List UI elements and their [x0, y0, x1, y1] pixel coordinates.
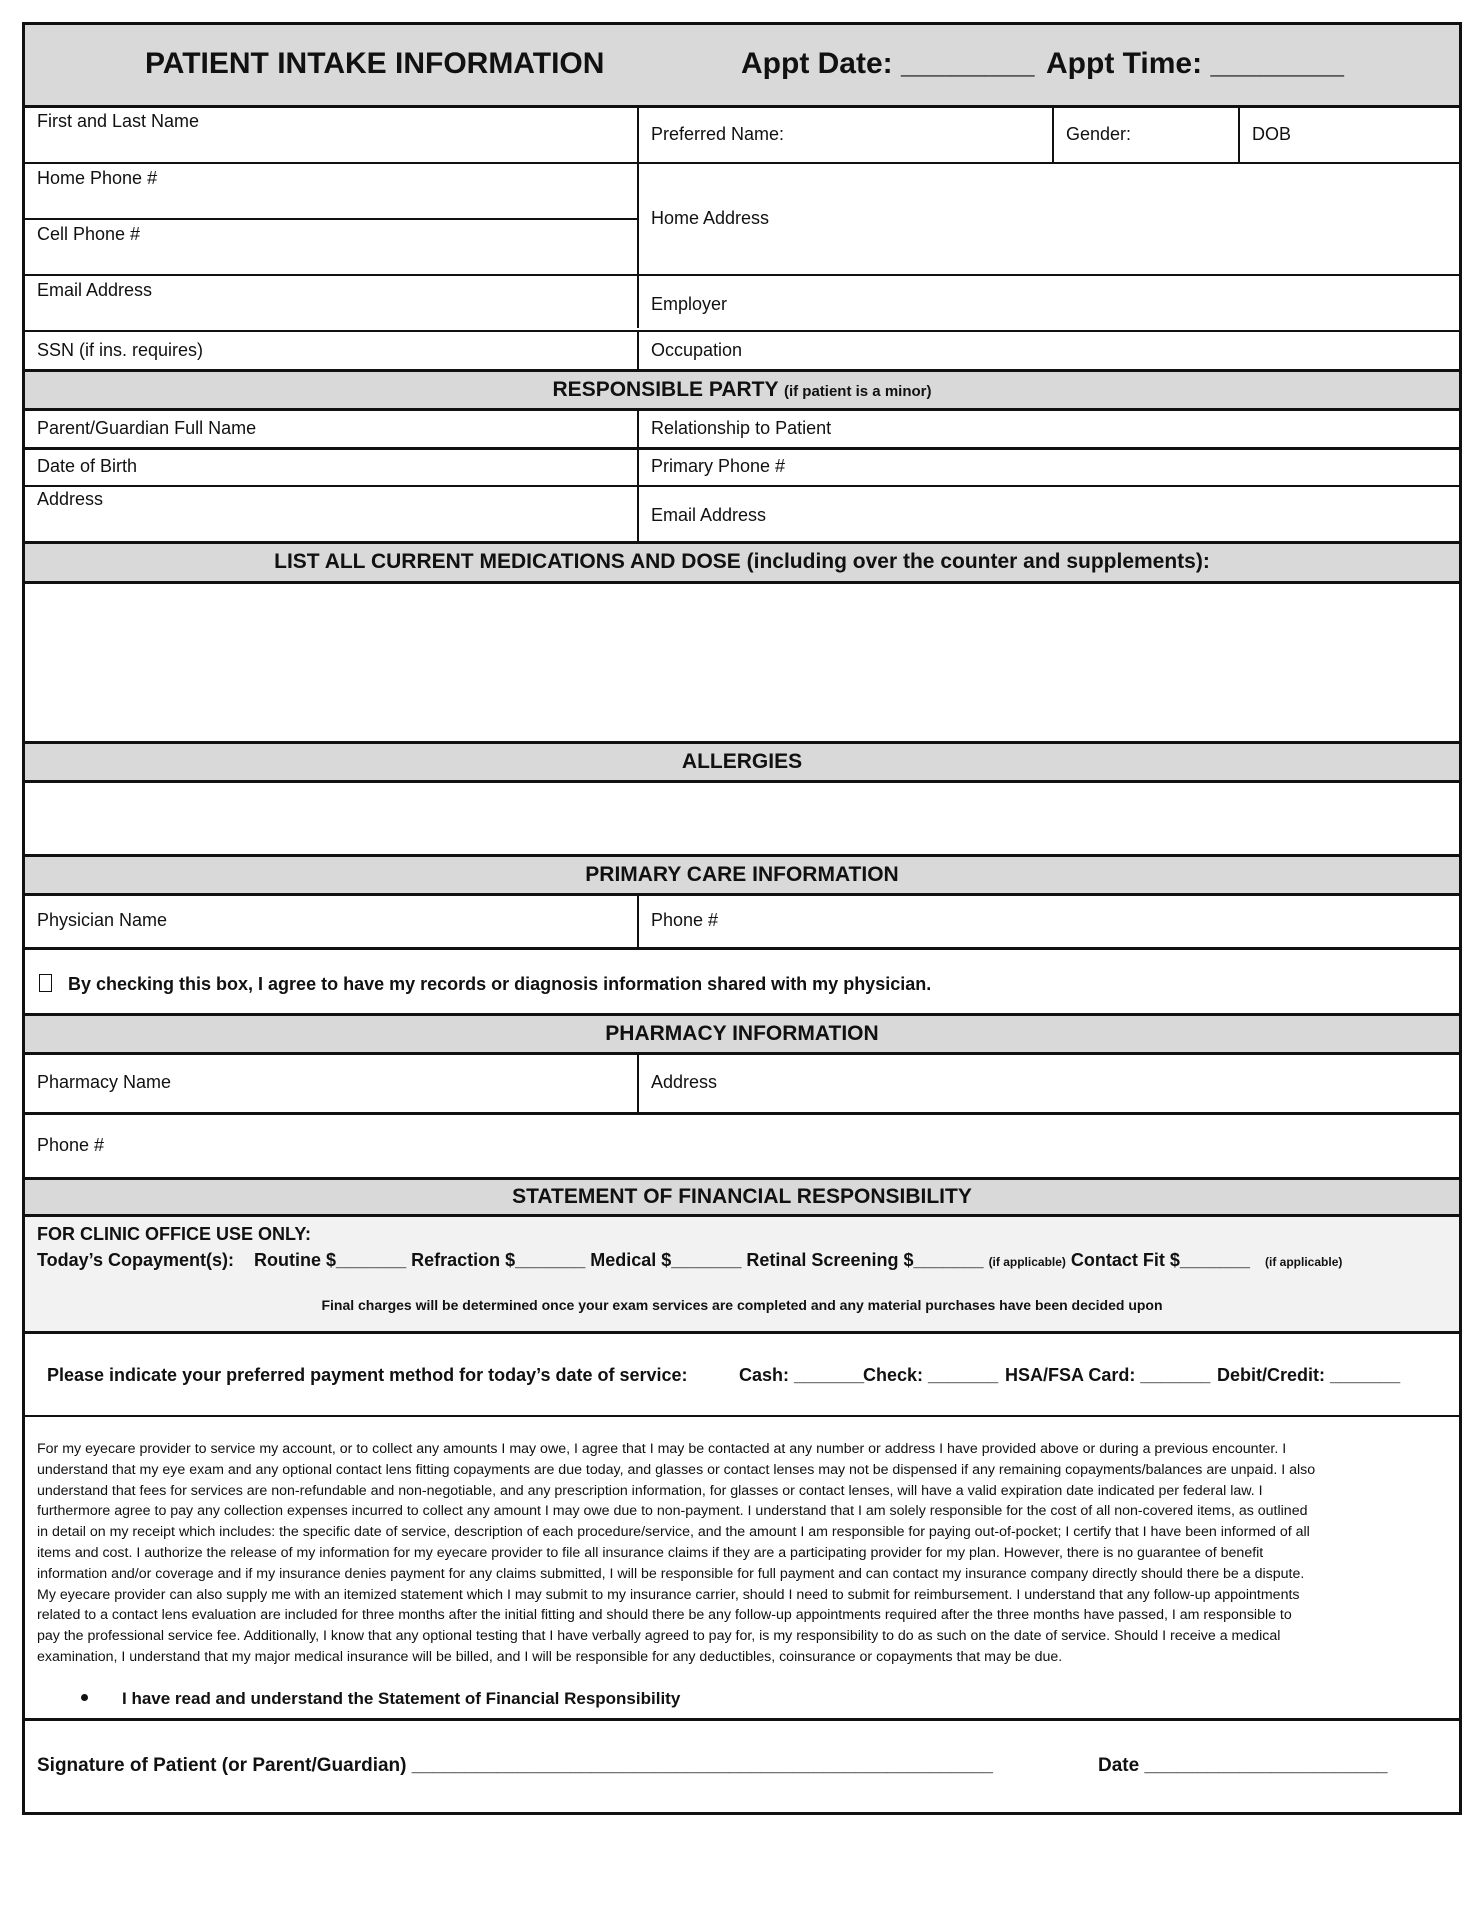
medications-title: LIST ALL CURRENT MEDICATIONS AND DOSE (including over the counter and supplements): — [274, 550, 1210, 573]
payment-cash[interactable]: Cash: _______ — [739, 1365, 865, 1385]
divider — [637, 408, 639, 541]
first-last-name-label: First and Last Name — [37, 111, 200, 131]
home-address-field[interactable] — [639, 164, 1459, 274]
gender-field[interactable] — [1054, 107, 1238, 162]
copay-retinal[interactable]: Retinal Screening $_______ — [746, 1250, 984, 1270]
guardian-name-field[interactable] — [25, 411, 637, 447]
cell-phone-label: Cell Phone # — [37, 224, 141, 244]
responsible-party-title-text: RESPONSIBLE PARTY — [552, 378, 779, 401]
payment-method-row — [25, 1334, 1459, 1415]
form-title: PATIENT INTAKE INFORMATION — [145, 47, 605, 80]
statement-line: furthermore agree to pay any collection expenses incurred to collect any amount I may owe due to non-payment. I understand that I am solely responsible for the cost of all non-covered items, as outlined — [37, 1503, 1308, 1520]
employer-field[interactable] — [639, 276, 1459, 330]
pharmacy-header — [25, 1016, 1459, 1052]
contact-fit-note: (if applicable) — [1265, 1255, 1343, 1269]
medications-input[interactable] — [25, 584, 1459, 741]
acknowledgement-text: I have read and understand the Statement of Financial Responsibility — [122, 1689, 681, 1708]
divider — [1052, 107, 1054, 162]
medications-header — [25, 544, 1459, 581]
relationship-field[interactable] — [639, 411, 1459, 447]
pharmacy-phone-field[interactable] — [25, 1115, 1459, 1177]
consent-label — [39, 974, 931, 995]
occupation-label: Occupation — [651, 340, 743, 360]
signature-row — [25, 1721, 1459, 1812]
consent-row — [25, 950, 1459, 1013]
allergies-title: ALLERGIES — [681, 750, 803, 773]
home-address-label: Home Address — [651, 208, 770, 228]
physician-name-label: Physician Name — [37, 910, 168, 930]
statement-line: related to a contact lens evaluation are included for three months after the initial fitting and should there be any follow-up appointments required after the three months have passed, I am responsible to — [37, 1607, 1292, 1624]
relationship-label: Relationship to Patient — [651, 418, 832, 438]
pharmacy-title: PHARMACY INFORMATION — [605, 1022, 879, 1045]
form-header — [25, 25, 1459, 105]
statement-line: My eyecare provider can also supply me with an itemized statement which I may submit to my insurance carrier, should I need to submit for reimbursement. I understand that any follow-up appointments — [37, 1586, 1300, 1603]
financial-title: STATEMENT OF FINANCIAL RESPONSIBILITY — [512, 1185, 972, 1208]
statement-line: in detail on my receipt which includes: the specific date of service, description of each procedure/service, and the amount I am responsible for paying out-of-pocket; I certify that I have been informed of all — [37, 1524, 1310, 1541]
pharmacy-address-field[interactable] — [639, 1055, 1459, 1112]
responsible-party-title — [25, 378, 1459, 402]
copay-medical[interactable]: Medical $_______ — [590, 1250, 742, 1270]
signature-date-field[interactable]: Date _______________________ — [1098, 1755, 1388, 1776]
guardian-dob-label: Date of Birth — [37, 456, 138, 476]
physician-phone-label: Phone # — [651, 910, 719, 930]
financial-header — [25, 1180, 1459, 1214]
appt-date-field[interactable]: Appt Date: ________ — [741, 47, 1035, 80]
responsible-party-header — [25, 372, 1459, 408]
payment-hsa[interactable]: HSA/FSA Card: _______ — [1005, 1365, 1211, 1385]
statement-line: examination, I understand that my major medical insurance will be billed, and I will be responsible for any deductibles, coinsurance or copayments that may be due. — [37, 1648, 1063, 1665]
ssn-label: SSN (if ins. requires) — [37, 340, 204, 360]
copay-routine[interactable]: Routine $_______ — [254, 1250, 407, 1270]
physician-phone-field[interactable] — [639, 896, 1459, 947]
statement-line: For my eyecare provider to service my account, or to collect any amounts I may owe, I agree that I may be contacted at any number or address I have provided above or during a previous encounter. I — [37, 1441, 1287, 1457]
guardian-address-field[interactable] — [25, 487, 637, 541]
email-field[interactable] — [25, 276, 637, 330]
primary-care-title: PRIMARY CARE INFORMATION — [585, 863, 899, 886]
divider — [1238, 107, 1240, 162]
signature-field[interactable]: Signature of Patient (or Parent/Guardian) _______________________________________________________ — [37, 1755, 993, 1776]
gender-label: Gender: — [1066, 124, 1132, 144]
acknowledgement-item — [81, 1689, 680, 1709]
statement-text — [37, 1439, 1447, 1668]
physician-name-field[interactable] — [25, 896, 637, 947]
primary-care-header — [25, 857, 1459, 893]
guardian-address-label: Address — [37, 489, 104, 509]
preferred-name-field[interactable] — [639, 107, 1052, 162]
cell-phone-field[interactable] — [25, 220, 637, 274]
pharmacy-name-label: Pharmacy Name — [37, 1072, 172, 1092]
preferred-name-label: Preferred Name: — [651, 124, 785, 144]
statement-line: understand that my eye exam and any optional contact lens fitting copayments are due today, and glasses or contact lenses may not be dispensed if any remaining copayments/balances are unpaid. I also — [37, 1461, 1316, 1478]
guardian-name-label: Parent/Guardian Full Name — [37, 418, 257, 438]
pharmacy-name-field[interactable] — [25, 1055, 637, 1112]
primary-phone-label: Primary Phone # — [651, 456, 786, 476]
consent-checkbox[interactable] — [39, 974, 52, 992]
allergies-input[interactable] — [25, 783, 1459, 854]
bullet-icon — [81, 1694, 88, 1701]
payment-debit[interactable]: Debit/Credit: _______ — [1217, 1365, 1401, 1385]
statement-line: information and/or coverage and if my insurance denies payment for any claims submitted, I will be responsible for full payment and can contact my insurance company directly should there be a dispute. — [37, 1565, 1305, 1582]
email-label: Email Address — [37, 280, 153, 300]
occupation-field[interactable] — [639, 332, 1459, 369]
statement-line: items and cost. I authorize the release of my information for my eyecare provider to file all insurance claims if they are a participating provider for my plan. However, there is no guarantee of benefit — [37, 1544, 1264, 1561]
copay-label: Today’s Copayment(s): — [37, 1250, 235, 1270]
office-use-label: FOR CLINIC OFFICE USE ONLY: — [37, 1224, 312, 1244]
home-phone-field[interactable] — [25, 164, 637, 218]
payment-check[interactable]: Check: _______ — [863, 1365, 999, 1385]
statement-line: understand that fees for services are non-refundable and non-negotiable, and any prescription information, for glasses or contact lenses, will have a valid expiration date indicated per federal law. I — [37, 1482, 1263, 1499]
office-use-box — [25, 1217, 1459, 1331]
dob-field[interactable] — [1240, 107, 1459, 162]
copay-refraction[interactable]: Refraction $_______ — [411, 1250, 586, 1270]
copay-contact-fit[interactable]: Contact Fit $_______ — [1070, 1250, 1250, 1270]
dob-label: DOB — [1252, 124, 1292, 144]
pharmacy-phone-label: Phone # — [37, 1135, 105, 1155]
final-charges-note: Final charges will be determined once your exam services are completed and any material purchases have been decided upon — [321, 1297, 1163, 1313]
appt-time-field[interactable]: Appt Time: ________ — [1046, 47, 1344, 80]
retinal-note: (if applicable) — [988, 1255, 1066, 1269]
guardian-email-label: Email Address — [651, 505, 767, 525]
payment-prompt: Please indicate your preferred payment method for today’s date of service: — [47, 1365, 688, 1385]
patient-intake-form — [22, 22, 1462, 1815]
allergies-header — [25, 744, 1459, 780]
consent-text: By checking this box, I agree to have my records or diagnosis information shared with my physician. — [68, 974, 932, 994]
responsible-party-subtitle: (if patient is a minor) — [783, 383, 932, 400]
copay-row — [37, 1250, 1342, 1271]
first-last-name-field[interactable] — [25, 107, 637, 162]
home-phone-label: Home Phone # — [37, 168, 158, 188]
ssn-field[interactable] — [25, 332, 637, 369]
financial-statement — [25, 1417, 1459, 1718]
guardian-email-field[interactable] — [639, 487, 1459, 541]
statement-line: pay the professional service fee. Additionally, I know that any optional testing that I have verbally agreed to pay for, is my responsibility to do as such on the date of service. Should I receive a medical — [37, 1628, 1281, 1645]
primary-phone-field[interactable] — [639, 450, 1459, 485]
guardian-dob-field[interactable] — [25, 450, 637, 485]
employer-label: Employer — [651, 294, 728, 314]
pharmacy-address-label: Address — [651, 1072, 718, 1092]
